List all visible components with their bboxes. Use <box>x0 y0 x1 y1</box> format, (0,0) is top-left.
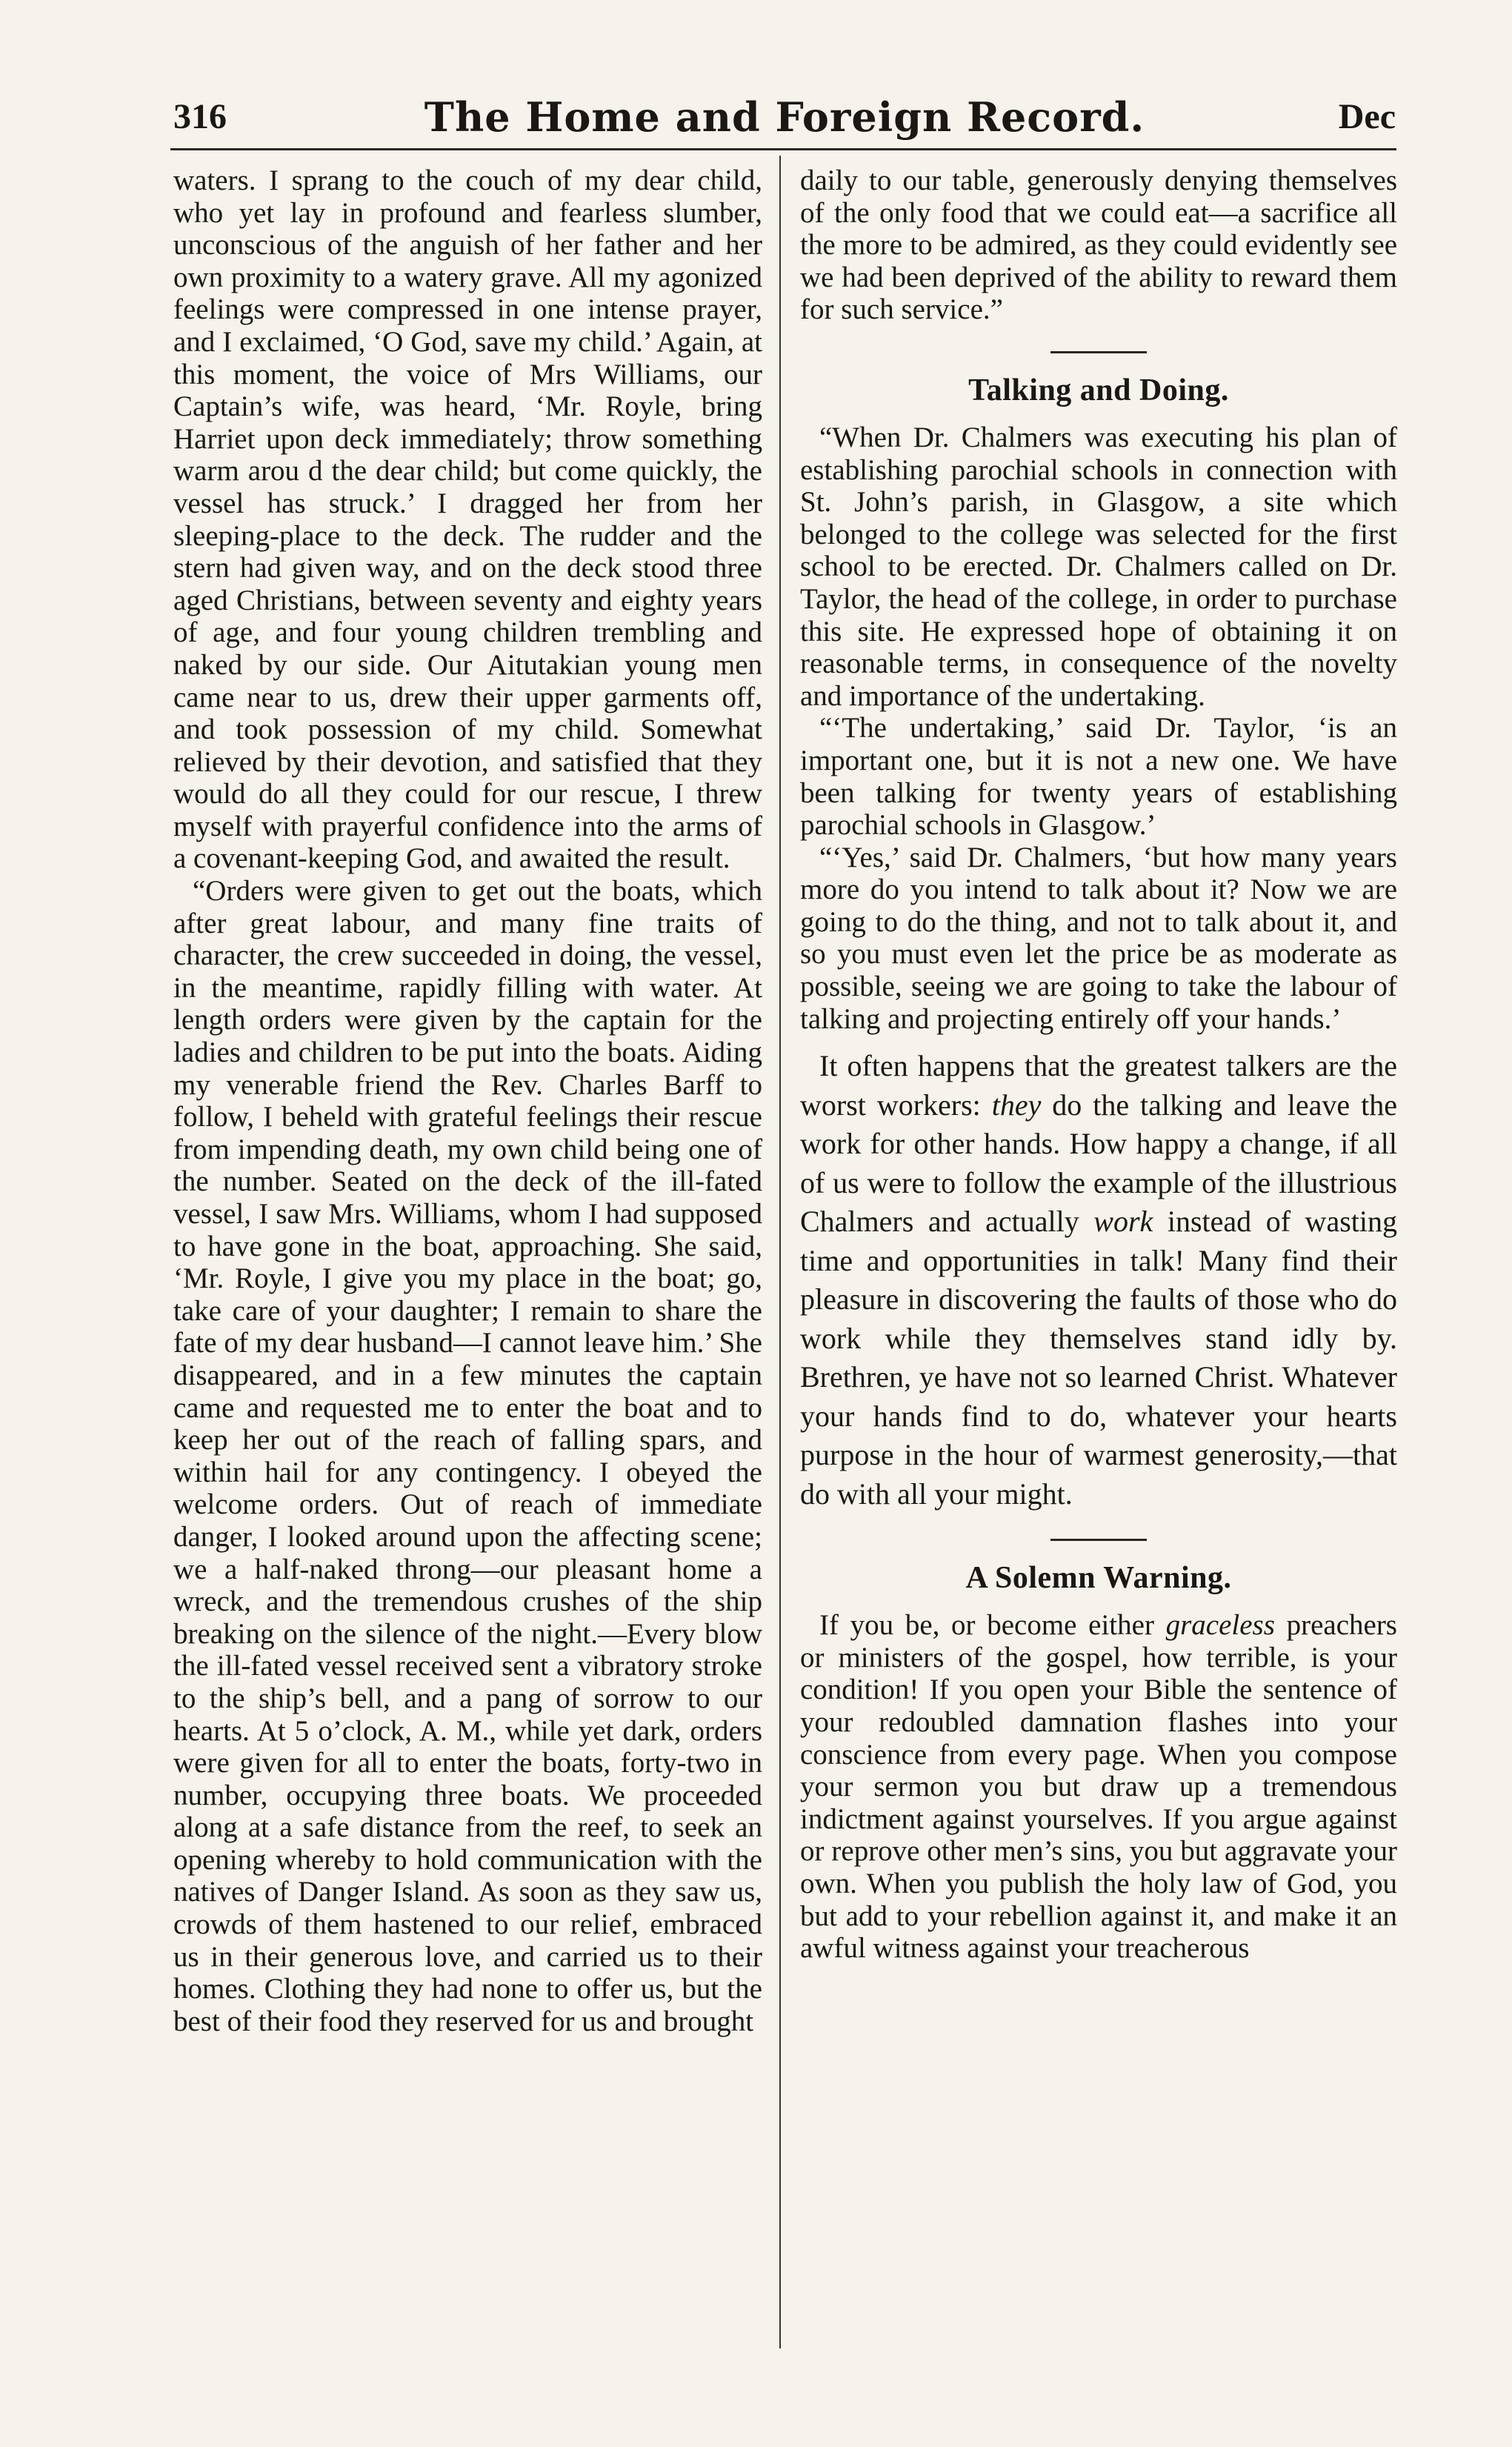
journal-title: The Home and Foreign Record. <box>424 93 1145 141</box>
section-rule-2 <box>1050 1539 1147 1541</box>
comment-emphasis-they: they <box>991 1088 1042 1122</box>
paragraph-shipwreck-1: waters. I sprang to the couch of my dear child, who yet lay in profound and fearless slumber, unconscious of the anguish of her father and her own proximity to a watery grave. All my agonized feelings were compressed in one intense prayer, and I exclaimed, ‘O God, save my child.’ Again, at this moment, the voice of Mrs Williams, our Captain’s wife, was heard, ‘Mr. Royle, bring Harriet upon deck immediately; throw something warm arou d the dear child; but come quickly, the vessel has struck.’ I dragged her from her sleeping-place to the deck. The rudder and the stern had given way, and on the deck stood three aged Christians, between seventy and eighty years of age, and four young children trembling and naked by our side. Our Aitutakian young men came near to us, drew their upper garments off, and took possession of my child. Somewhat relieved by their devotion, and satisfied that they would do all they could for our rescue, I threw myself with prayerful confidence into the arms of a covenant-keeping God, and awaited the result. <box>173 164 762 875</box>
section-heading-solemn-warning: A Solemn Warning. <box>965 1561 1232 1596</box>
column-divider <box>779 156 781 2348</box>
comment-text-middle: do the talking and leave the work for other hands. How happy a change, if all of us were to follow the example of the illustrious Chalmers and actually <box>800 1088 1397 1239</box>
paragraph-chalmers-1: “When Dr. Chalmers was executing his plan of establishing parochial schools in connection with St. John’s parish, in Glasgow, a site which belonged to the college was selected for the first school to be erected. Dr. Chalmers called on Dr. Taylor, the head of the college, in order to purchase this site. He expressed hope of obtaining it on reasonable terms, in consequence of the novelty and importance of the undertaking. <box>800 421 1397 712</box>
comment-text-start: It often happens that the greatest talkers are the worst workers: <box>800 1049 1397 1122</box>
comment-text-end: instead of wasting time and opportunities in talk! Many find their pleasure in discovering the faults of those who do work while they themselves stand idly by. Brethren, ye have not so learned Christ. Whatever your hands find to do, whatever your hearts purpose in the hour of warmest generosity,—that do with all your might. <box>800 1205 1397 1511</box>
paragraph-talkers-comment <box>800 1047 1397 1514</box>
right-column <box>800 164 1397 2357</box>
paragraph-chalmers-3: “‘Yes,’ said Dr. Chalmers, ‘but how many years more do you intend to talk about it? Now we are going to do the thing, and not to talk about it, and so you must even let the price be as moderate as possible, seeing we are going to take the labour of talking and projecting entirely off your hands.’ <box>800 841 1397 1035</box>
paragraph-warning <box>800 1609 1397 1965</box>
section-heading-talking-and-doing: Talking and Doing. <box>968 373 1229 407</box>
paragraph-continuation: daily to our table, generously denying themselves of the only food that we could eat—a sacrifice all the more to be admired, as they could evidently see we had been deprived of the ability to reward them for such service.” <box>800 164 1397 326</box>
section-rule <box>1050 351 1147 353</box>
running-header <box>173 87 1396 147</box>
warning-text-end: preachers or ministers of the gospel, how terrible, is your condition! If you open your Bible the sentence of your redoubled damnation flashes into your conscience from every page. When you compose your sermon you but draw up a tremendous indictment against yourselves. If you argue against or reprove other men’s sins, you but aggravate your own. When you publish the holy law of God, you but add to your rebellion against it, and make it an awful witness against your treacherous <box>800 1609 1397 1965</box>
warning-text-start: If you be, or become either <box>819 1609 1166 1642</box>
comment-emphasis-work: work <box>1093 1205 1153 1239</box>
left-column <box>173 164 762 2357</box>
paragraph-shipwreck-2: “Orders were given to get out the boats, which after great labour, and many fine traits of character, the crew succeeded in doing, the vessel, in the meantime, rapidly filling with water. At length orders were given by the captain for the ladies and children to be put into the boats. Aiding my venerable friend the Rev. Charles Barff to follow, I beheld with grateful feelings their rescue from impending death, my own child being one of the number. Seated on the deck of the ill-fated vessel, I saw Mrs. Williams, whom I had supposed to have gone in the boat, approaching. She said, ‘Mr. Royle, I give you my place in the boat; go, take care of your daughter; I remain to share the fate of my dear husband—I cannot leave him.’ She disappeared, and in a few minutes the captain came and requested me to enter the boat and to keep her out of the reach of falling spars, and within hail for any contingency. I obeyed the welcome orders. Out of reach of immediate danger, I looked around upon the affecting scene; we a half-naked throng—our pleasant home a wreck, and the tremendous crushes of the ship breaking on the silence of the night.—Every blow the ill-fated vessel received sent a vibratory stroke to the ship’s bell, and a pang of sorrow to our hearts. At 5 o’clock, A. M., while yet dark, orders were given for all to enter the boats, forty-two in number, occupying three boats. We proceeded along at a safe distance from the reef, to seek an opening whereby to hold communication with the natives of Danger Island. As soon as they saw us, crowds of them hastened to our relief, embraced us in their generous love, and carried us to their homes. Clothing they had none to offer us, but the best of their food they reserved for us and brought <box>173 875 762 2037</box>
paragraph-chalmers-2: “‘The undertaking,’ said Dr. Taylor, ‘is an important one, but it is not a new one. We have been talking for twenty years of establishing parochial schools in Glasgow.’ <box>800 712 1397 842</box>
header-month: Dec <box>1338 97 1396 136</box>
warning-emphasis-graceless: graceless <box>1165 1609 1275 1642</box>
header-rule <box>170 148 1396 150</box>
page-number: 316 <box>173 97 227 136</box>
